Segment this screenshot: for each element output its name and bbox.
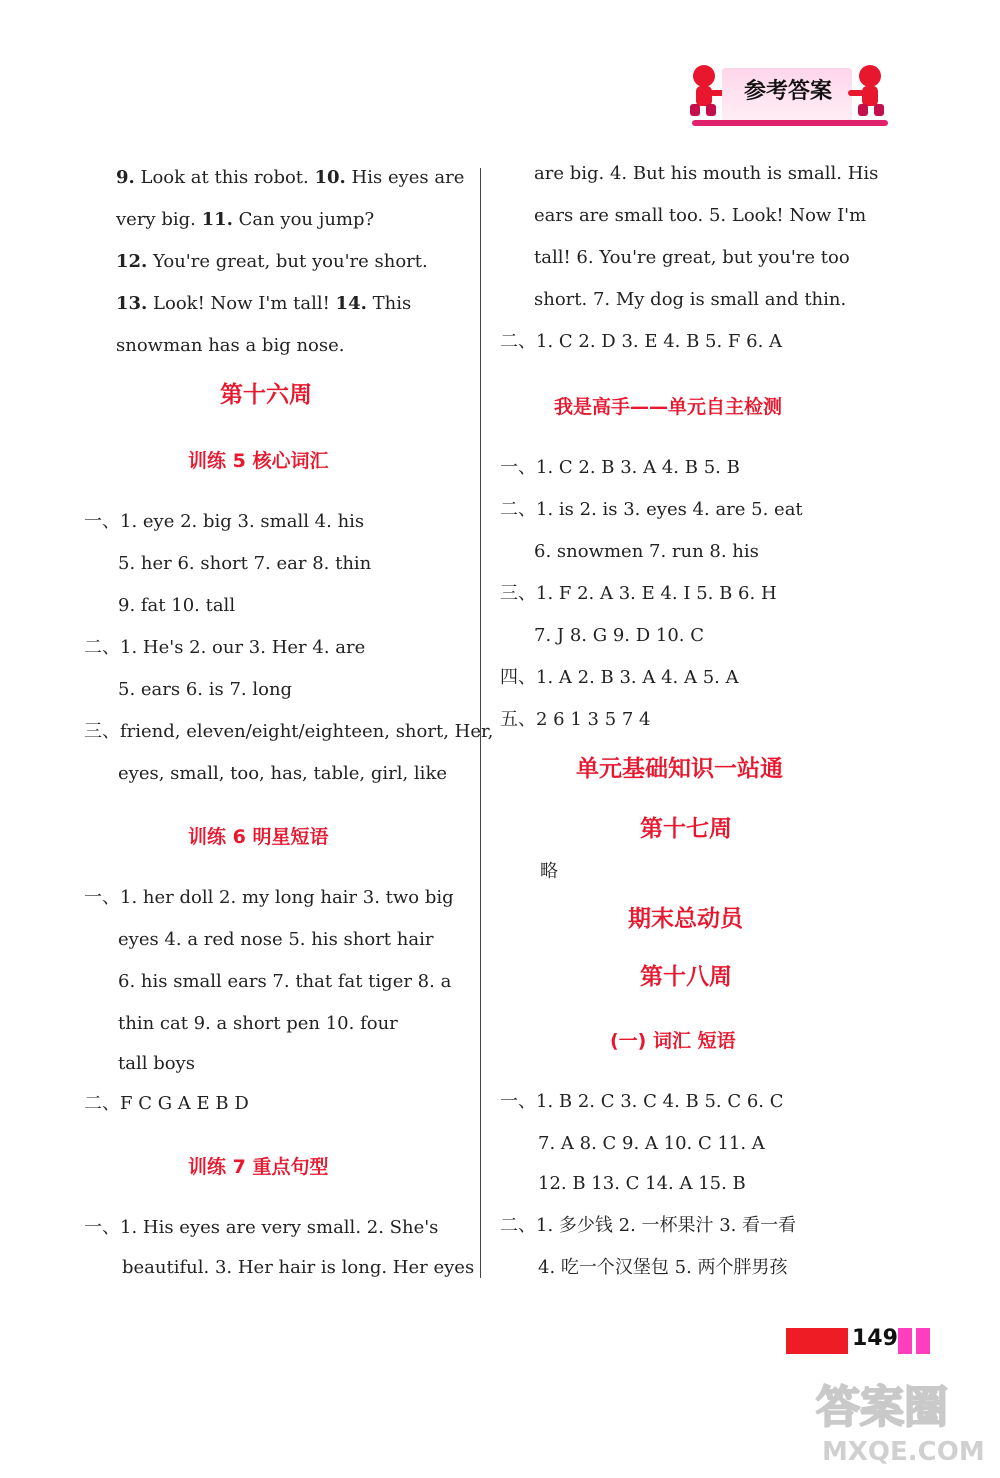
unit-basic-title: 单元基础知识一站通 <box>576 756 783 782</box>
badge-title: 参考答案 <box>743 79 832 104</box>
t6-line-3: 6. his small ears 7. that fat tiger 8. a <box>118 971 452 992</box>
t5-line-6: 三、friend, eleven/eight/eighteen, short, Her, <box>84 721 494 742</box>
watermark-text: 答案圈 <box>816 1382 948 1433</box>
intro-line-5: snowman has a big nose. <box>116 335 345 356</box>
top-line-5: 二、1. C 2. D 3. E 4. B 5. F 6. A <box>500 331 783 352</box>
week16-title: 第十六周 <box>220 382 312 408</box>
t6-line-1: 一、1. her doll 2. my long hair 3. two big <box>84 887 454 908</box>
t6-line-6: 二、F C G A E B D <box>84 1093 249 1114</box>
master-line-4: 三、1. F 2. A 3. E 4. I 5. B 6. H <box>500 583 777 604</box>
vocab-line-3: 12. B 13. C 14. A 15. B <box>538 1173 746 1194</box>
intro-line-2: very big. 11. Can you jump? <box>116 209 375 230</box>
answer-key-badge <box>682 58 890 128</box>
intro-line-3: 12. You're great, but you're short. <box>116 251 428 272</box>
t5-line-4: 二、1. He's 2. our 3. Her 4. are <box>84 637 366 658</box>
page-decor-block <box>898 1328 912 1354</box>
page-number-bar <box>786 1328 848 1354</box>
vocab-title: (一) 词汇 短语 <box>610 1030 736 1052</box>
t6-line-4: thin cat 9. a short pen 10. four <box>118 1013 398 1034</box>
t5-line-2: 5. her 6. short 7. ear 8. thin <box>118 553 372 574</box>
t5-line-1: 一、1. eye 2. big 3. small 4. his <box>84 511 365 532</box>
top-line-2: ears are small too. 5. Look! Now I'm <box>534 205 867 226</box>
master-line-1: 一、1. C 2. B 3. A 4. B 5. B <box>500 457 740 478</box>
page-number: 149 <box>852 1326 898 1351</box>
top-line-1: are big. 4. But his mouth is small. His <box>534 163 879 184</box>
training6-title: 训练 6 明星短语 <box>188 826 329 848</box>
week18-title: 第十八周 <box>640 964 732 990</box>
vocab-line-2: 7. A 8. C 9. A 10. C 11. A <box>538 1133 765 1154</box>
t6-line-5: tall boys <box>118 1053 195 1074</box>
t5-line-5: 5. ears 6. is 7. long <box>118 679 293 700</box>
vocab-line-4: 二、1. 多少钱 2. 一杯果汁 3. 看一看 <box>500 1215 797 1236</box>
master-line-6: 四、1. A 2. B 3. A 4. A 5. A <box>500 667 739 688</box>
intro-line-4: 13. Look! Now I'm tall! 14. This <box>116 293 412 314</box>
t5-line-3: 9. fat 10. tall <box>118 595 236 616</box>
master-line-5: 7. J 8. G 9. D 10. C <box>534 625 704 646</box>
vocab-line-5: 4. 吃一个汉堡包 5. 两个胖男孩 <box>538 1257 788 1278</box>
t7-line-2: beautiful. 3. Her hair is long. Her eyes <box>122 1257 475 1278</box>
t5-line-7: eyes, small, too, has, table, girl, like <box>118 763 448 784</box>
page-decor-block <box>916 1328 930 1354</box>
training5-title: 训练 5 核心词汇 <box>188 450 329 472</box>
t7-line-1: 一、1. His eyes are very small. 2. She's <box>84 1217 439 1238</box>
cartoon-figure-right-icon <box>848 62 892 118</box>
intro-line-1: 9. Look at this robot. 10. His eyes are <box>116 167 465 188</box>
week17-title: 第十七周 <box>640 816 732 842</box>
cartoon-figure-left-icon <box>682 62 726 118</box>
master-line-7: 五、2 6 1 3 5 7 4 <box>500 709 651 730</box>
watermark-logo-icon <box>808 1370 988 1470</box>
week17-text: 略 <box>540 861 558 882</box>
master-line-3: 6. snowmen 7. run 8. his <box>534 541 759 562</box>
top-line-3: tall! 6. You're great, but you're too <box>534 247 850 268</box>
watermark-domain: MXQE.COM <box>822 1437 985 1467</box>
top-line-4: short. 7. My dog is small and thin. <box>534 289 847 310</box>
training7-title: 训练 7 重点句型 <box>188 1156 329 1178</box>
vocab-line-1: 一、1. B 2. C 3. C 4. B 5. C 6. C <box>500 1091 784 1112</box>
t6-line-2: eyes 4. a red nose 5. his short hair <box>118 929 434 950</box>
master-line-2: 二、1. is 2. is 3. eyes 4. are 5. eat <box>500 499 803 520</box>
final-title: 期末总动员 <box>628 906 743 932</box>
master-title: 我是高手——单元自主检测 <box>554 396 783 418</box>
badge-base <box>692 120 888 126</box>
